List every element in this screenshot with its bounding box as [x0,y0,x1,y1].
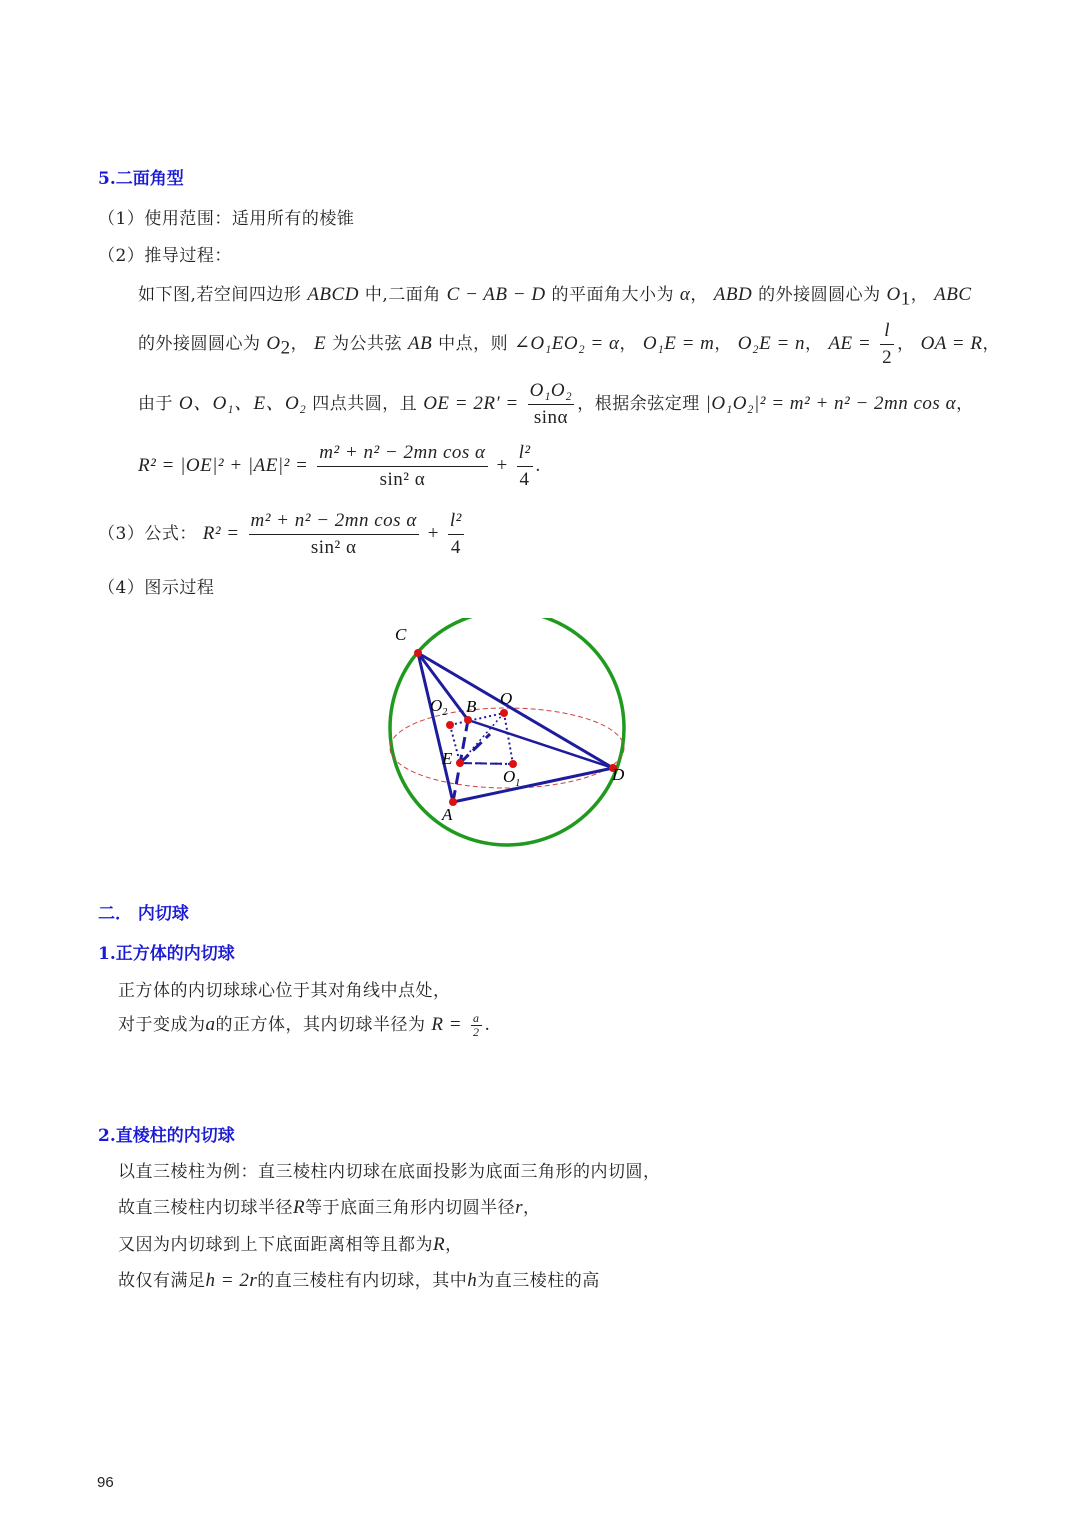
fraction-main [249,508,419,561]
denominator: sinα [533,407,568,428]
fraction-l2-over-4 [517,440,533,493]
text: 对于变成为 [118,1015,206,1035]
text: ， [982,334,1000,354]
derivation-line-2 [138,318,1000,371]
prism-line-4 [118,1266,600,1292]
label-e: E [442,749,453,768]
label-a: A [442,805,453,824]
edge-ad [453,768,613,802]
sphere-figure [380,618,650,850]
text: ，根据余弦定理 [577,394,700,414]
text: 为直三棱柱的高 [477,1271,600,1291]
label-o1-sub: 1 [515,778,521,789]
label-o2 [430,696,447,718]
math: + [427,523,439,544]
math: AE = [828,333,872,354]
line-o-o1 [504,713,513,764]
text: ， [445,1235,463,1255]
subscript: 2 [280,337,291,359]
text: ， [910,285,929,305]
text: . [484,1015,491,1035]
text: 的外接圆圆心为 [138,334,261,354]
math: R² = [202,523,240,544]
point-o2 [446,721,454,729]
derivation-line-4 [138,440,541,493]
text: ， [523,1198,541,1218]
text: 等于底面三角形内切圆半径 [305,1198,516,1218]
text: 四点共圆，且 [312,394,418,414]
text: 的外接圆圆心为 [758,285,881,305]
page-number: 96 [97,1474,114,1491]
label-o1 [503,767,520,789]
math: R [433,1234,446,1255]
edge-bd [468,720,613,768]
text: ， [690,285,708,305]
label-d: D [612,765,625,784]
math: α [679,284,691,305]
math: |O₁O₂|² = m² + n² − 2mn cos α [705,393,957,414]
math: h = 2r [205,1270,258,1291]
math: ABC [934,284,972,305]
text: 的平面角大小为 [551,285,674,305]
math: R² = |OE|² + |AE|² = [138,455,309,476]
text: （3）公式： [98,524,197,544]
section-heading-inscribed: 二． 内切球 [98,904,189,924]
derivation-line-3 [138,378,974,431]
label-c: C [395,625,407,644]
math: O [266,333,281,354]
denominator: sin² α [379,469,426,490]
text: ， [714,334,732,354]
text: ， [619,334,637,354]
math: OE = 2R′ = [423,393,519,414]
denominator: 2 [473,1025,480,1039]
math: AB [407,333,433,354]
text: 的直三棱柱有内切球，其中 [257,1271,468,1291]
math: O₂E = n [737,333,806,354]
fraction-o1o2-over-sin [528,378,575,431]
cube-line-2 [118,1010,490,1039]
math: O [886,284,901,305]
math: OA = R [920,333,983,354]
text: 故直三棱柱内切球半径 [118,1198,293,1218]
point-b [464,716,472,724]
fraction-a-over-2 [471,1012,482,1039]
numerator: m² + n² − 2mn cos α [317,440,487,467]
math: ABD [713,284,753,305]
sphere-circle [390,618,624,845]
formula-line [98,508,467,561]
math: r [515,1197,524,1218]
point-o [500,709,508,717]
subsection-heading-prism: 2.直棱柱的内切球 [98,1126,235,1146]
math: O₁E = m [642,333,715,354]
fraction-l-over-2 [880,318,894,371]
text: ， [956,394,974,414]
text: 为公共弦 [332,334,403,354]
numerator: a [473,1011,480,1025]
label-o2-main: O [430,696,443,715]
section-heading: 5.二面角型 [98,169,184,189]
label-o2-sub: 2 [442,707,448,718]
math: h [467,1270,478,1291]
math: R = [431,1014,463,1035]
label-o1-main: O [503,767,516,786]
fraction-main [317,440,487,493]
numerator: l [880,318,894,345]
paragraph-figure: （4）图示过程 [98,578,215,598]
math: ∠O₁EO₂ = α [514,333,620,354]
math: a [205,1014,216,1035]
denominator: 4 [450,537,461,558]
numerator: l² [517,440,533,467]
denominator: sin² α [310,537,357,558]
math: + [496,455,508,476]
text: 如下图,若空间四边形 [138,285,302,305]
cube-line-1: 正方体的内切球球心位于其对角线中点处， [118,981,451,1001]
point-c [414,649,422,657]
paragraph-derivation: （2）推导过程： [98,246,232,266]
denominator: 4 [519,469,530,490]
text: 故仅有满足 [118,1271,206,1291]
prism-line-1: 以直三棱柱为例：直三棱柱内切球在底面投影为底面三角形的内切圆， [118,1162,661,1182]
text: ， [290,334,309,354]
text: 由于 [138,394,173,414]
numerator: m² + n² − 2mn cos α [249,508,419,535]
text: ， [897,334,915,354]
label-o: O [500,689,513,708]
text: 中,二面角 [364,285,441,305]
numerator: O₁O₂ [528,378,575,405]
subscript: 1 [900,288,911,310]
denominator: 2 [882,347,893,368]
math: ABCD [307,284,359,305]
prism-line-3 [118,1230,463,1256]
point-e [456,759,464,767]
label-b: B [466,697,477,716]
prism-line-2 [118,1193,541,1219]
text: ， [805,334,823,354]
math: O、O₁、E、O₂ [178,393,307,414]
derivation-line-1 [138,280,972,310]
math: . [535,455,541,476]
text: 又因为内切球到上下底面距离相等且都为 [118,1235,433,1255]
paragraph-scope: （1）使用范围：适用所有的棱锥 [98,209,355,229]
math: R [293,1197,306,1218]
subsection-heading-cube: 1.正方体的内切球 [98,944,235,964]
text: 中点，则 [438,334,509,354]
numerator: l² [448,508,464,535]
math: C − AB − D [446,284,546,305]
math: E [314,333,327,354]
text: 的正方体，其内切球半径为 [215,1015,426,1035]
fraction-l2-over-4 [448,508,464,561]
